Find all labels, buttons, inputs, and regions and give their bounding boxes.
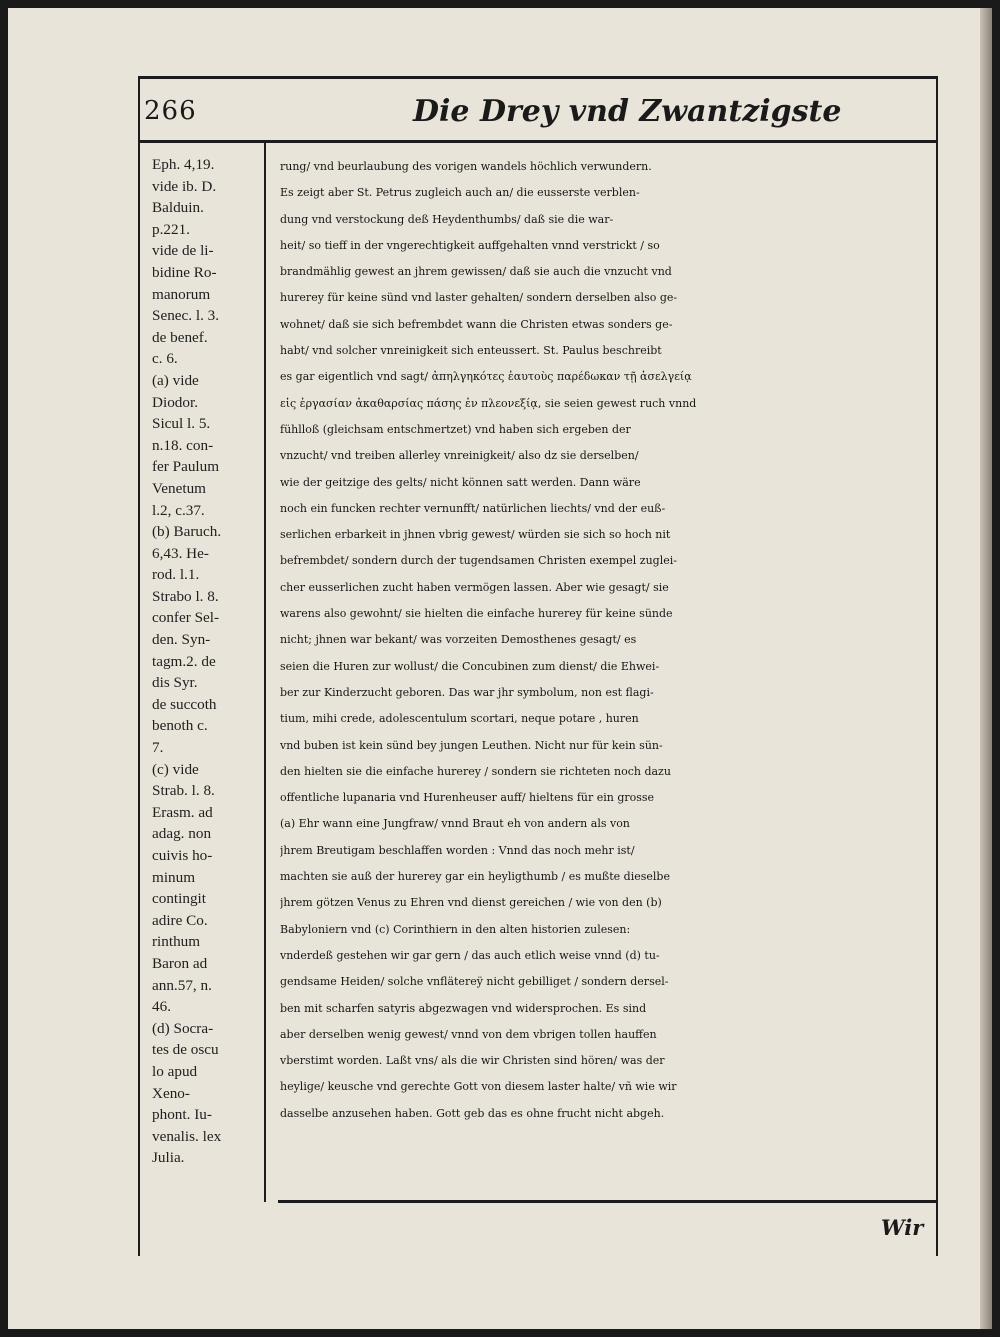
margin-note-line: de benef. bbox=[152, 328, 208, 346]
text-line: gendsame Heiden/ solche vnflätereÿ nicht gebilliget / sondern dersel- bbox=[280, 975, 669, 989]
margin-note-line: den. Syn- bbox=[152, 631, 211, 649]
book-page bbox=[8, 8, 992, 1329]
margin-note-line: c. 6. bbox=[152, 350, 178, 368]
text-line: serlichen erbarkeit in jhnen vbrig gewest/ würden sie sich so hoch nit bbox=[280, 528, 671, 542]
left-frame-rule bbox=[138, 76, 140, 1256]
text-line: aber derselben wenig gewest/ vnnd von dem vbrigen tollen hauffen bbox=[280, 1027, 657, 1041]
margin-note-line: (b) Baruch. bbox=[152, 523, 222, 541]
text-line: nicht; jhnen war bekant/ was vorzeiten Demosthenes gesagt/ es bbox=[280, 633, 637, 647]
margin-note-line: phont. Iu- bbox=[152, 1106, 212, 1124]
text-line: (a) Ehr wann eine Jungfraw/ vnnd Braut eh von andern als von bbox=[280, 817, 630, 831]
margin-note-line: contingit bbox=[152, 890, 206, 908]
text-line: seien die Huren zur wollust/ die Concubinen zum dienst/ die Ehwei- bbox=[280, 659, 660, 673]
margin-note-line: Diodor. bbox=[152, 393, 198, 411]
margin-note-line: Erasm. ad bbox=[152, 803, 213, 821]
margin-notes bbox=[152, 154, 252, 1169]
margin-note-line: confer Sel- bbox=[152, 609, 220, 627]
text-line: habt/ vnd solcher vnreinigkeit sich enteussert. St. Paulus beschreibt bbox=[280, 344, 662, 358]
margin-note-line: Eph. 4,19. bbox=[152, 156, 215, 173]
margin-note-line: Senec. l. 3. bbox=[152, 307, 220, 325]
text-line: cher eusserlichen zucht haben vermögen lassen. Aber wie gesagt/ sie bbox=[280, 580, 669, 594]
margin-note-line: fer Paulum bbox=[152, 458, 220, 476]
text-line: warens also gewohnt/ sie hielten die einfache hurerey für keine sünde bbox=[280, 607, 673, 621]
running-title: Die Drey vnd Zwantzigste bbox=[413, 94, 842, 129]
margin-note-line: Balduin. bbox=[152, 199, 204, 217]
margin-note-line: Strabo l. 8. bbox=[152, 587, 219, 605]
margin-note-line: venalis. lex bbox=[152, 1127, 222, 1145]
text-line: heylige/ keusche vnd gerechte Gott von diesem laster halte/ vñ wie wir bbox=[280, 1080, 677, 1094]
text-line: vnderdeß gestehen wir gar gern / das auch etlich weise vnnd (d) tu- bbox=[280, 948, 660, 962]
margin-note-line: ann.57, n. bbox=[152, 976, 212, 994]
text-line: Es zeigt aber St. Petrus zugleich auch an/ die eusserste verblen- bbox=[280, 186, 640, 200]
top-rule bbox=[138, 76, 938, 79]
text-line: ber zur Kinderzucht geboren. Das war jhr symbolum, non est flagi- bbox=[280, 685, 654, 699]
text-line: wie der geitzige des gelts/ nicht können satt werden. Dann wäre bbox=[280, 475, 641, 489]
text-line: brandmählig gewest an jhrem gewissen/ daß sie auch die vnzucht vnd bbox=[280, 265, 672, 279]
margin-note-line: de succoth bbox=[152, 695, 217, 713]
margin-note-line: Julia. bbox=[152, 1149, 185, 1167]
text-line: εἰς ἐργασίαν ἀκαθαρσίας πάσης ἐν πλεονεξίᾳ, sie seien gewest ruch vnnd bbox=[280, 396, 697, 410]
margin-note-line: adire Co. bbox=[152, 911, 208, 929]
margin-note-line: benoth c. bbox=[152, 717, 208, 735]
body-text bbox=[280, 154, 940, 1127]
bottom-rule bbox=[278, 1200, 938, 1203]
text-line: offentliche lupanaria vnd Hurenheuser auff/ hieltens für ein grosse bbox=[280, 791, 655, 805]
margin-note-line: minum bbox=[152, 868, 196, 886]
text-line: wohnet/ daß sie sich befrembdet wann die Christen etwas sonders ge- bbox=[280, 317, 673, 331]
text-line: heit/ so tieff in der vngerechtigkeit auffgehalten vnnd verstrickt / so bbox=[280, 238, 660, 252]
text-line: vnzucht/ vnd treiben allerley vnreinigkeit/ also dz sie derselben/ bbox=[280, 449, 639, 463]
margin-note-line: bidine Ro- bbox=[152, 263, 217, 281]
margin-note-line: Strab. l. 8. bbox=[152, 782, 215, 800]
text-line: dung vnd verstockung deß Heydenthumbs/ daß sie die war- bbox=[280, 212, 614, 226]
margin-note-line: cuivis ho- bbox=[152, 847, 213, 864]
margin-note-line: rod. l.1. bbox=[152, 566, 200, 584]
margin-note-line: rinthum bbox=[152, 933, 201, 951]
header-rule bbox=[138, 140, 938, 143]
text-line: jhrem Breutigam beschlaffen worden : Vnnd das noch mehr ist/ bbox=[280, 843, 635, 857]
page-number: 266 bbox=[144, 96, 197, 126]
margin-note-line: p.221. bbox=[152, 220, 190, 238]
text-line: machten sie auß der hurerey gar ein heyligthumb / es mußte dieselbe bbox=[280, 870, 670, 884]
text-line: Babyloniern vnd (c) Corinthiern in den alten historien zulesen: bbox=[280, 922, 631, 936]
margin-note-line: vide de li- bbox=[152, 242, 214, 260]
catchword: Wir bbox=[881, 1215, 924, 1240]
margin-note-line: Venetum bbox=[152, 479, 206, 497]
margin-note-line: adag. non bbox=[152, 825, 212, 843]
margin-note-line: tagm.2. de bbox=[152, 652, 216, 670]
text-line: den hielten sie die einfache hurerey / sondern sie richteten noch dazu bbox=[280, 764, 671, 778]
text-line: befrembdet/ sondern durch der tugendsamen Christen exempel zuglei- bbox=[280, 554, 677, 568]
margin-note-line: Baron ad bbox=[152, 954, 208, 972]
margin-note-line: vide ib. D. bbox=[152, 177, 217, 195]
text-line: ben mit scharfen satyris abgezwagen vnd widersprochen. Es sind bbox=[280, 1001, 647, 1015]
margin-note-line: 6,43. He- bbox=[152, 544, 209, 562]
margin-note-line: (c) vide bbox=[152, 760, 199, 778]
text-line: vberstimt worden. Laßt vns/ als die wir Christen sind hören/ was der bbox=[280, 1054, 665, 1068]
margin-note-line: Sicul l. 5. bbox=[152, 415, 211, 433]
margin-note-line: 46. bbox=[152, 998, 171, 1016]
margin-note-line: n.18. con- bbox=[152, 436, 214, 454]
page-edge bbox=[980, 8, 992, 1329]
margin-note-line: tes de oscu bbox=[152, 1041, 219, 1059]
text-line: noch ein funcken rechter vernunfft/ natürlichen liechts/ vnd der euß- bbox=[280, 501, 666, 515]
column-divider bbox=[264, 142, 266, 1202]
text-line: tium, mihi crede, adolescentulum scortari, neque potare , huren bbox=[280, 712, 639, 726]
margin-note-line: (a) vide bbox=[152, 371, 199, 389]
text-line: vnd buben ist kein sünd bey jungen Leuthen. Nicht nur für kein sün- bbox=[280, 738, 663, 752]
text-line: jhrem götzen Venus zu Ehren vnd dienst gereichen / wie von den (b) bbox=[280, 896, 662, 910]
text-line: es gar eigentlich vnd sagt/ ἀπηλγηκότες ἑαυτοὺς παρέδωκαν τῇ ἀσελγείᾳ bbox=[280, 370, 692, 384]
text-line: rung/ vnd beurlaubung des vorigen wandels höchlich verwundern. bbox=[280, 160, 652, 173]
margin-note-line: l.2, c.37. bbox=[152, 501, 205, 519]
margin-note-line: manorum bbox=[152, 285, 211, 303]
text-line: dasselbe anzusehen haben. Gott geb das es ohne frucht nicht abgeh. bbox=[280, 1106, 665, 1120]
text-line: hurerey für keine sünd vnd laster gehalten/ sondern derselben also ge- bbox=[280, 291, 678, 305]
margin-note-line: 7. bbox=[152, 739, 164, 757]
margin-note-line: lo apud bbox=[152, 1062, 198, 1080]
text-line: fühlloß (gleichsam entschmertzet) vnd haben sich ergeben der bbox=[280, 422, 631, 436]
margin-note-line: dis Syr. bbox=[152, 674, 198, 692]
margin-note-line: (d) Socra- bbox=[152, 1019, 214, 1037]
margin-note-line: Xeno- bbox=[152, 1084, 190, 1102]
